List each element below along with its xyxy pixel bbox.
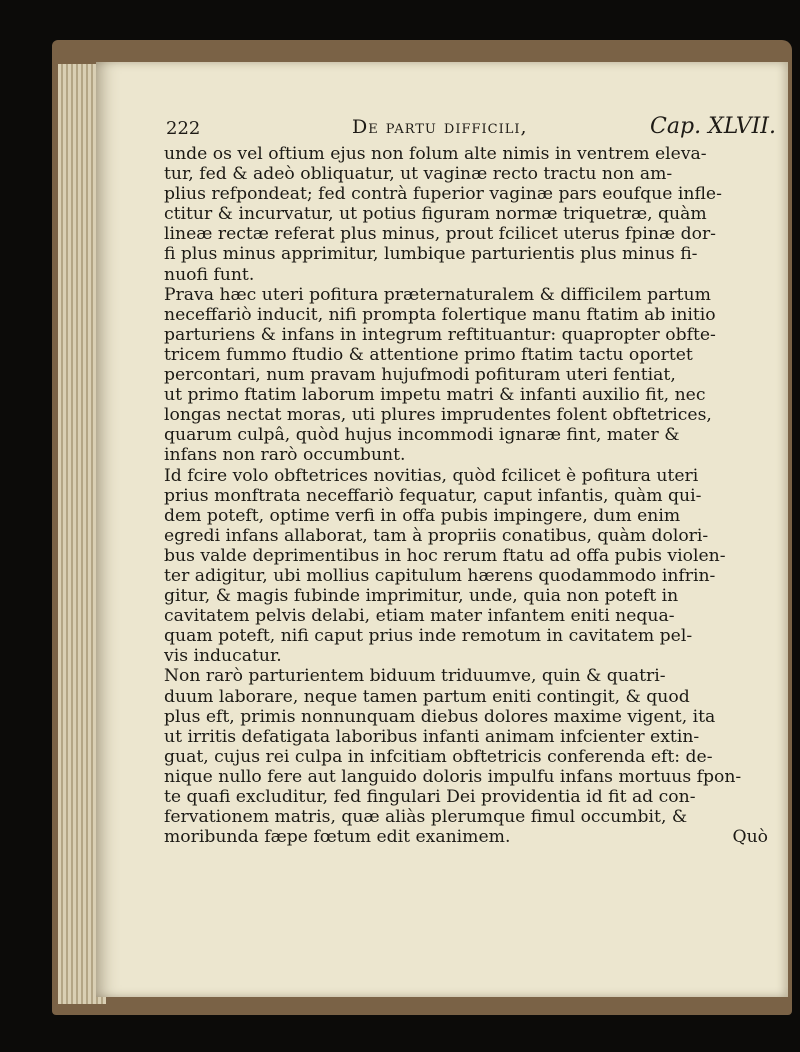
text-line: lineæ rectæ referat plus minus, prout fcilicet uterus fpinæ dor- [164, 224, 716, 245]
text-line: quam poteft, nifi caput prius inde remotum in cavitatem pel- [164, 626, 693, 647]
text-line: guat, cujus rei culpa in infcitiam obftetricis conferenda eft: de- [164, 746, 713, 767]
page-number: 222 [166, 118, 201, 139]
text-line: duum laborare, neque tamen partum eniti contingit, & quod [164, 686, 690, 707]
text-line: te quafi excluditur, fed fingulari Dei providentia id fit ad con- [164, 787, 696, 807]
text-line: plius refpondeat; fed contrà fuperior vaginæ pars eoufque infle- [164, 184, 722, 205]
text-line: fervationem matris, quæ aliàs plerumque fimul occumbit, & [164, 807, 688, 828]
text-line: prius monftrata neceffariò fequatur, caput infantis, quàm qui- [164, 485, 702, 506]
text-line: neceffariò inducit, nifi prompta folertique manu ftatim ab initio [164, 304, 716, 325]
text-line: tricem fummo ftudio & attentione primo ftatim tactu oportet [164, 344, 693, 365]
text-line [164, 827, 776, 847]
text-line: unde os vel oftium ejus non folum alte nimis in ventrem eleva- [164, 144, 707, 164]
running-title: De partu difficili, [352, 116, 528, 138]
chapter-number: Cap. XLVII. [650, 114, 776, 139]
text-line: fi plus minus apprimitur, lumbique parturientis plus minus fi- [164, 244, 698, 265]
text-line: ter adigitur, ubi mollius capitulum hærens quodammodo infrin- [164, 565, 716, 586]
text-line: bus valde deprimentibus in hoc rerum ftatu ad offa pubis violen- [164, 545, 726, 566]
text-line: ut irritis defatigata laboribus infanti animam infcienter extin- [164, 726, 700, 747]
text-line: longas nectat moras, uti plures imprudentes folent obftetrices, [164, 405, 712, 426]
text-line: plus eft, primis nonnunquam diebus dolores maxime vigent, ita [164, 706, 716, 727]
text-line: vis inducatur. [164, 646, 282, 667]
text-line: Id fcire volo obftetrices novitias, quòd fcilicet è pofitura uteri [164, 465, 699, 486]
text-line: nuofi funt. [164, 264, 255, 285]
text-line: infans non rarò occumbunt. [164, 445, 406, 466]
text-line: nique nullo fere aut languido doloris impulfu infans mortuus fpon- [164, 766, 742, 787]
text-line: Non rarò parturientem biduum triduumve, quin & quatri- [164, 666, 666, 687]
final-line: moribunda fæpe fœtum edit exanimem. [164, 827, 511, 848]
catchword: Quò [732, 827, 768, 848]
body-text [164, 144, 776, 847]
text-line: dem poteft, optime verfi in offa pubis impingere, dum enim [164, 505, 681, 526]
text-line: cavitatem pelvis delabi, etiam mater infantem eniti nequa- [164, 606, 675, 627]
text-line: percontari, num pravam hujufmodi pofituram uteri fentiat, [164, 365, 676, 386]
text-line: egredi infans allaborat, tam à propriis conatibus, quàm dolori- [164, 525, 709, 546]
text-line: parturiens & infans in integrum reftituantur: quapropter obfte- [164, 324, 716, 345]
running-header [166, 114, 776, 144]
text-line: ut primo ftatim laborum impetu matri & infanti auxilio fit, nec [164, 385, 706, 406]
text-line: tur, fed & adeò obliquatur, ut vaginæ recto tractu non am- [164, 164, 673, 185]
text-line: ctitur & incurvatur, ut potius figuram normæ triquetræ, quàm [164, 204, 707, 225]
text-line: Prava hæc uteri pofitura præternaturalem & difficilem partum [164, 284, 711, 305]
text-line: gitur, & magis fubinde imprimitur, unde, quia non poteft in [164, 586, 679, 607]
text-line: quarum culpâ, quòd hujus incommodi ignaræ fint, mater & [164, 425, 680, 446]
